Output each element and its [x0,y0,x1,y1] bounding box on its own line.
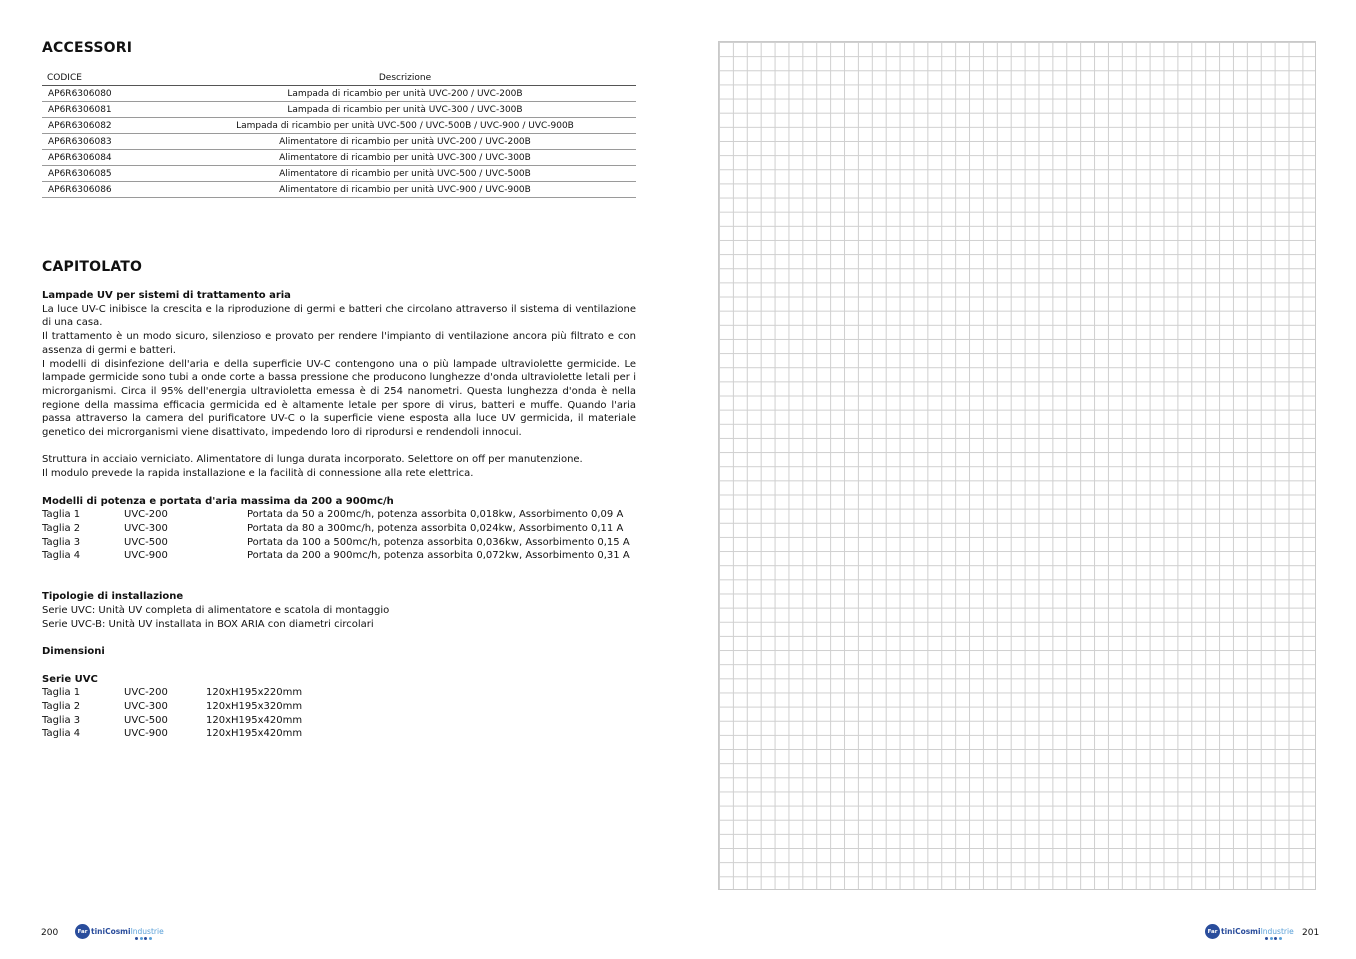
brand-logo-left [75,924,164,944]
model-code: UVC-900 [124,550,168,562]
row-code: AP6R6306080 [42,86,174,102]
table-row [42,150,636,166]
table-header-row [42,70,636,86]
model-row [42,536,636,550]
logo-wordmark: tiniCosmiIndustrie [1221,927,1294,936]
capitolato-body [42,289,636,741]
row-code: AP6R6306081 [42,102,174,118]
logo-wordmark: tiniCosmiIndustrie [91,927,164,936]
table-row [42,102,636,118]
row-description: Lampada di ricambio per unità UVC-300 / UVC-300B [174,102,636,118]
row-description: Lampada di ricambio per unità UVC-200 / UVC-200B [174,86,636,102]
brand-logo-right [1205,924,1294,944]
model-row [42,508,636,522]
table-row [42,166,636,182]
dimension-model: UVC-500 [124,714,168,726]
dimension-row [42,700,636,714]
dimension-size: Taglia 4 [42,728,81,740]
dimension-value: 120xH195x220mm [206,687,303,699]
model-spec: Portata da 100 a 500mc/h, potenza assorbita 0,036kw, Assorbimento 0,15 A [247,536,630,548]
model-spec: Portata da 50 a 200mc/h, potenza assorbita 0,018kw, Assorbimento 0,09 A [247,509,624,521]
model-spec: Portata da 200 a 900mc/h, potenza assorbita 0,072kw, Assorbimento 0,31 A [247,550,630,562]
capitolato-title: CAPITOLATO [42,259,143,275]
install-title: Tipologie di installazione [42,591,184,603]
dimension-size: Taglia 1 [42,687,81,699]
row-code: AP6R6306082 [42,118,174,134]
dimension-value: 120xH195x320mm [206,701,303,713]
model-code: UVC-300 [124,522,168,534]
paragraph: I modelli di disinfezione dell'aria e della superficie UV-C contengono una o più lampade ultraviolette germicide. Le lampade germicide sono tubi a onde corte a bassa pressione che producono lunghezze d'onda ultraviolette letali per i microrganismi. Circa il 95% dell'energia ultravioletta emessa è di 254 nanometri. Questa lunghezza d'onda è nella regione della massima efficacia germicida ed è altamente letale per spore di virus, batteri e muffe. Quando l'aria passa attraverso la camera del purificatore UV-C o la superficie viene esposta alla luce UV germicida, il materiale genetico dei microrganismi viene disattivato, impedendo loro di riprodursi e rendendoli innocui. [42,358,636,439]
dimension-row [42,714,636,728]
dimension-model: UVC-900 [124,728,168,740]
dimension-model: UVC-200 [124,687,168,699]
notes-grid [718,41,1316,890]
structure-line: Struttura in acciaio verniciato. Alimentatore di lunga durata incorporato. Selettore on off per manutenzione. [42,454,583,466]
model-size: Taglia 1 [42,509,81,521]
accessori-title: ACCESSORI [42,40,133,56]
row-description: Alimentatore di ricambio per unità UVC-200 / UVC-200B [174,134,636,150]
dimension-model: UVC-300 [124,701,168,713]
dimension-size: Taglia 3 [42,714,81,726]
model-size: Taglia 3 [42,536,81,548]
series-title: Serie UVC [42,673,98,685]
model-size: Taglia 4 [42,550,81,562]
paragraph: La luce UV-C inibisce la crescita e la riproduzione di germi e batteri che circolano attraverso il sistema di ventilazione di una casa. [42,303,636,329]
header-code: CODICE [42,70,174,86]
install-line: Serie UVC-B: Unità UV installata in BOX ARIA con diametri circolari [42,618,374,630]
page-number-right: 201 [1302,928,1320,938]
logo-dots-icon [135,937,152,940]
logo-mark-icon: Far [1205,924,1220,939]
dimension-row [42,686,636,700]
table-row [42,86,636,102]
row-description: Alimentatore di ricambio per unità UVC-500 / UVC-500B [174,166,636,182]
models-title: Modelli di potenza e portata d'aria massima da 200 a 900mc/h [42,495,394,507]
capitolato-subtitle: Lampade UV per sistemi di trattamento aria [42,290,291,301]
model-code: UVC-500 [124,536,168,548]
row-description: Alimentatore di ricambio per unità UVC-900 / UVC-900B [174,182,636,198]
accessori-table [42,70,636,198]
structure-line: Il modulo prevede la rapida installazione e la facilità di connessione alla rete elettrica. [42,468,474,480]
dimensions-title: Dimensioni [42,646,105,658]
dimension-size: Taglia 2 [42,701,81,713]
page-number-left: 200 [41,928,59,938]
row-description: Alimentatore di ricambio per unità UVC-300 / UVC-300B [174,150,636,166]
table-row [42,134,636,150]
model-spec: Portata da 80 a 300mc/h, potenza assorbita 0,024kw, Assorbimento 0,11 A [247,522,624,534]
row-code: AP6R6306086 [42,182,174,198]
logo-dots-icon [1265,937,1282,940]
paragraph: Il trattamento è un modo sicuro, silenzioso e provato per rendere l'impianto di ventilazione ancora più filtrato e con assenza di germi e batteri. [42,331,636,356]
row-code: AP6R6306084 [42,150,174,166]
row-code: AP6R6306083 [42,134,174,150]
model-size: Taglia 2 [42,522,81,534]
header-description: Descrizione [174,70,636,86]
row-code: AP6R6306085 [42,166,174,182]
dimension-value: 120xH195x420mm [206,728,303,740]
dimension-value: 120xH195x420mm [206,714,303,726]
row-description: Lampada di ricambio per unità UVC-500 / UVC-500B / UVC-900 / UVC-900B [174,118,636,134]
model-code: UVC-200 [124,509,168,521]
table-row [42,182,636,198]
install-line: Serie UVC: Unità UV completa di alimentatore e scatola di montaggio [42,605,390,617]
dimension-row [42,727,636,741]
model-row [42,549,636,563]
model-row [42,522,636,536]
table-row [42,118,636,134]
logo-mark-icon: Far [75,924,90,939]
